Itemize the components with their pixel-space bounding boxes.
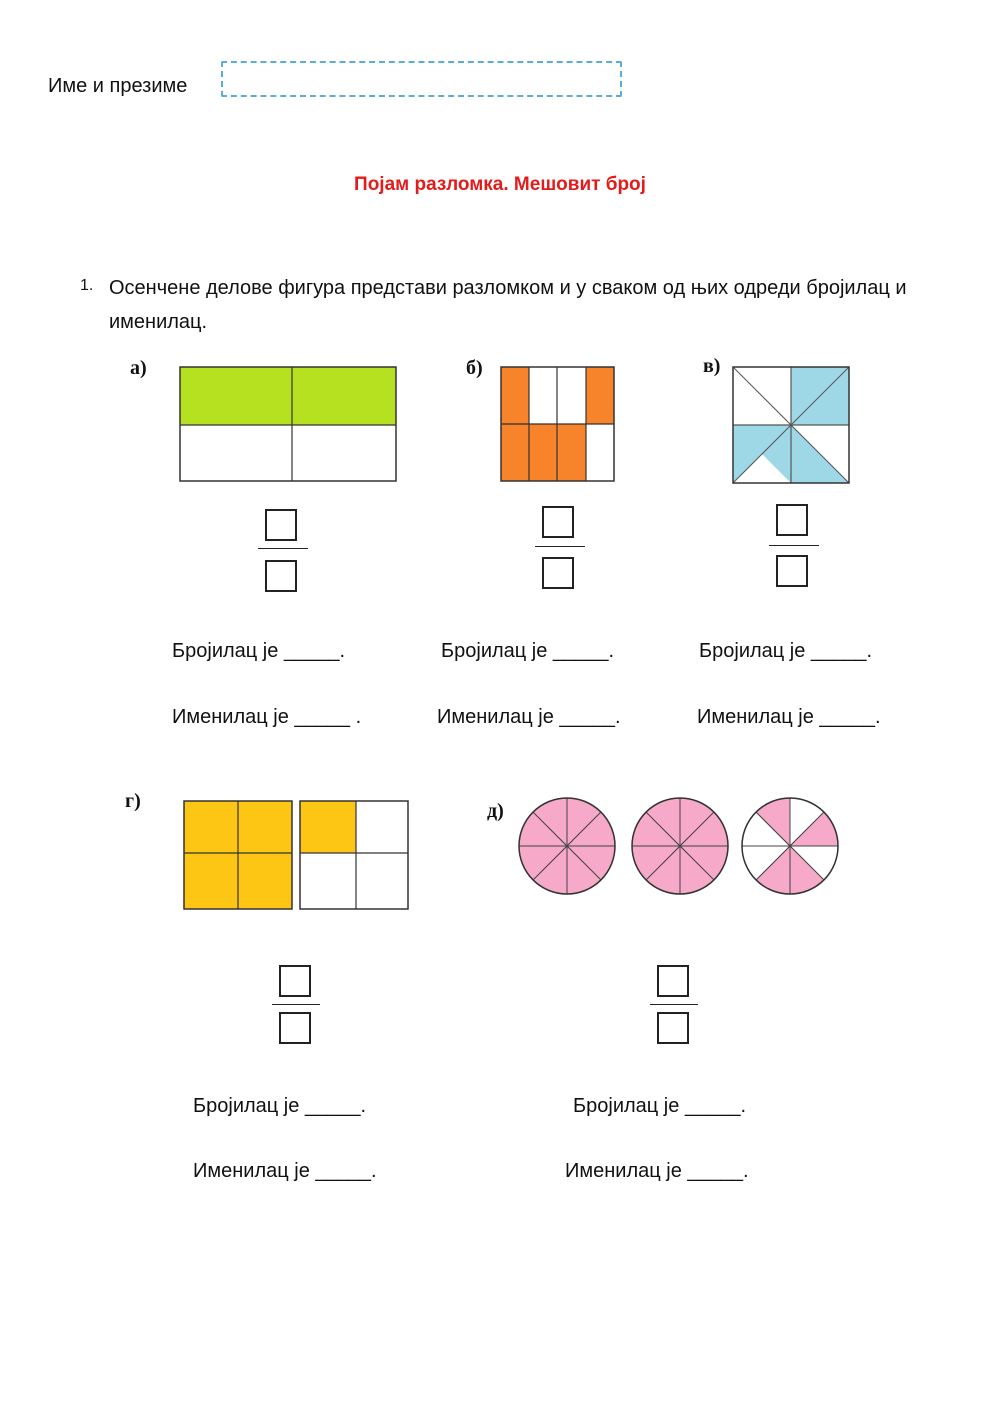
- figure-e-fraction-bar: [650, 1004, 698, 1005]
- figure-e-circles: [517, 796, 843, 898]
- figure-d-numerator-label: Бројилац је _____.: [193, 1095, 367, 1117]
- figure-e-letter: д): [487, 800, 504, 822]
- figure-e-denominator-box[interactable]: [657, 1012, 689, 1044]
- figure-c-denominator-box[interactable]: [776, 555, 808, 587]
- figure-b-rectangle: [500, 366, 616, 483]
- figure-e-denominator-label: Именилац је _____.: [565, 1160, 749, 1182]
- figure-d-denominator-label: Именилац је _____.: [193, 1160, 377, 1182]
- figure-c-denominator-label: Именилац је _____.: [697, 706, 881, 728]
- figure-c-numerator-box[interactable]: [776, 504, 808, 536]
- figure-a-rectangle: [179, 366, 397, 482]
- figure-d-numerator-box[interactable]: [279, 965, 311, 997]
- task-text: Осенчене делове фигура представи разломком и у сваком од њих одреди бројилац и именилац.: [109, 277, 907, 333]
- figure-d-denominator-box[interactable]: [279, 1012, 311, 1044]
- figure-b-denominator-box[interactable]: [542, 557, 574, 589]
- figure-c-numerator-label: Бројилац је _____.: [699, 640, 873, 662]
- name-field[interactable]: [221, 61, 622, 97]
- figure-b-fraction-bar: [535, 546, 585, 547]
- figure-d-fraction-bar: [272, 1004, 320, 1005]
- figure-a-fraction-bar: [258, 548, 308, 549]
- figure-a-numerator-label: Бројилац је _____.: [172, 640, 346, 662]
- figure-c-square: [732, 366, 850, 484]
- figure-e-numerator-label: Бројилац је _____.: [573, 1095, 747, 1117]
- figure-c-fraction-bar: [769, 545, 819, 546]
- figure-d-letter: г): [125, 790, 141, 812]
- figure-b-numerator-label: Бројилац је _____.: [441, 640, 615, 662]
- task-number: 1.: [80, 277, 94, 294]
- figure-a-denominator-label: Именилац је _____ .: [172, 706, 362, 728]
- figure-a-denominator-box[interactable]: [265, 560, 297, 592]
- figure-b-letter: б): [466, 357, 483, 379]
- figure-a-numerator-box[interactable]: [265, 509, 297, 541]
- figure-a-letter: а): [130, 357, 147, 379]
- figure-c-letter: в): [703, 355, 721, 377]
- name-label: Име и презиме: [48, 75, 188, 97]
- figure-b-denominator-label: Именилац је _____.: [437, 706, 621, 728]
- figure-b-numerator-box[interactable]: [542, 506, 574, 538]
- figure-e-numerator-box[interactable]: [657, 965, 689, 997]
- page-title: Појам разломка. Мешовит број: [354, 174, 646, 195]
- figure-d-squares: [183, 800, 411, 912]
